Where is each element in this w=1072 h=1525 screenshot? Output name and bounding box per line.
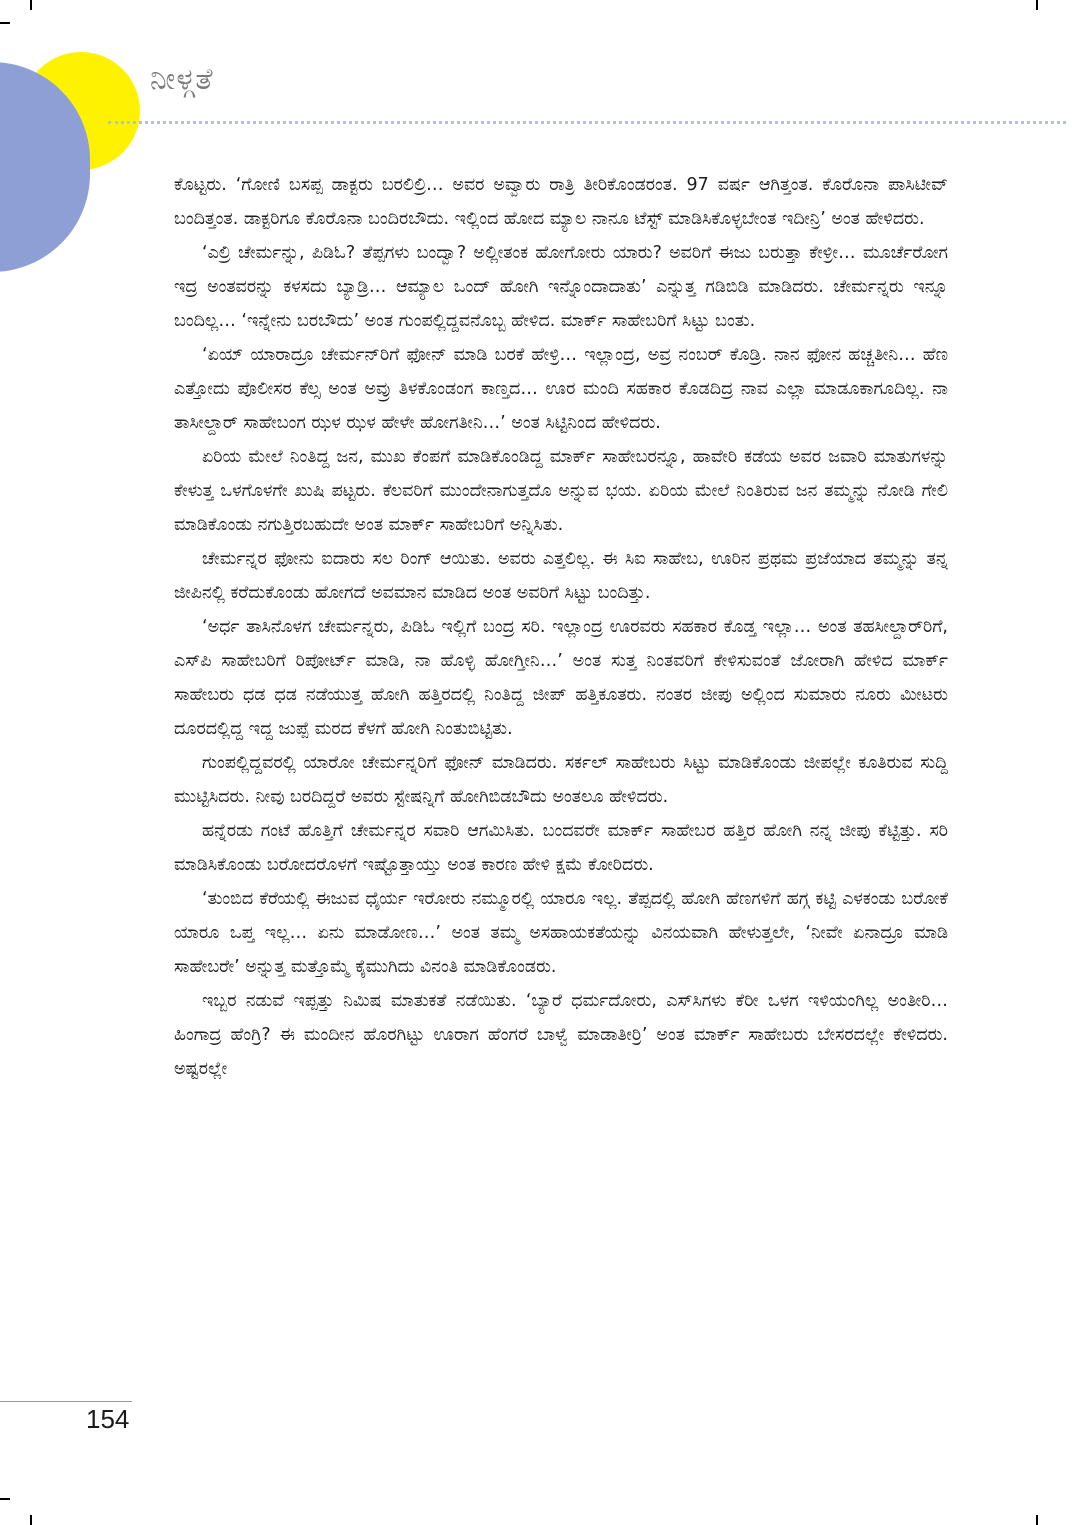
paragraph: ಹನ್ನೆರಡು ಗಂಟೆ ಹೊತ್ತಿಗೆ ಚೇರ್ಮನ್ನರ ಸವಾರಿ ಆಗಮಿಸಿತು. ಬಂದವರೇ ಮಾರ್ಕ್ ಸಾಹೇಬರ ಹತ್ತಿರ ಹೋಗಿ ನನ್ನ ಜೀಪು ಕೆಟ್ಟಿತ್ತು. ಸರಿ ಮಾಡಿಸಿಕೊಂಡು ಬರೋದರೊಳಗೆ ಇಷ್ಟೊತ್ತಾಯ್ತು ಅಂತ ಕಾರಣ ಹೇಳಿ ಕ್ಷಮೆ ಕೋರಿದರು.: [174, 821, 948, 875]
paragraph: ‘ಎಲ್ರಿ ಚೇರ್ಮನ್ನು, ಪಿಡಿಓ? ತೆಪ್ಪಗಳು ಬಂದ್ವಾ? ಅಲ್ಲೀತಂಕ ಹೋಗೋರು ಯಾರು? ಅವರಿಗೆ ಈಜು ಬರುತ್ತಾ ಕೇಳ್ರೀ… ಮೂರ್ಚೆರೋಗ ಇದ್ರ ಅಂತವರನ್ನು ಕಳಸದು ಬ್ಯಾಡ್ರಿ… ಆಮ್ಯಾಲ ಒಂದ್ ಹೋಗಿ ಇನ್ನೊಂದಾದಾತು’ ಎನ್ನುತ್ತ ಗಡಿಬಿಡಿ ಮಾಡಿದರು. ಚೇರ್ಮನ್ನರು ಇನ್ನೂ ಬಂದಿಲ್ಲ… ‘ಇನ್ನೇನು ಬರಬೌದು’ ಅಂತ ಗುಂಪಲ್ಲಿದ್ದವನೊಬ್ಬ ಹೇಳಿದ. ಮಾರ್ಕ್ ಸಾಹೇಬರಿಗೆ ಸಿಟ್ಟು ಬಂತು.: [174, 243, 948, 331]
page-number: 154: [86, 1404, 130, 1434]
paragraph: ‘ತುಂಬಿದ ಕೆರೆಯಲ್ಲಿ ಈಜುವ ಧೈರ್ಯ ಇರೋರು ನಮ್ಮೂರಲ್ಲಿ ಯಾರೂ ಇಲ್ಲ. ತೆಪ್ಪದಲ್ಲಿ ಹೋಗಿ ಹೆಣಗಳಿಗೆ ಹಗ್ಗ ಕಟ್ಟಿ ಎಳಕಂಡು ಬರೋಕೆ ಯಾರೂ ಒಪ್ತ ಇಲ್ಲ… ಏನು ಮಾಡೋಣ…’ ಅಂತ ತಮ್ಮ ಅಸಹಾಯಕತೆಯನ್ನು ವಿನಯವಾಗಿ ಹೇಳುತ್ತಲೇ, ‘ನೀವೇ ಏನಾದ್ರೂ ಮಾಡಿ ಸಾಹೇಬರೇ’ ಅನ್ನುತ್ತ ಮತ್ತೊಮ್ಮೆ ಕೈಮುಗಿದು ವಿನಂತಿ ಮಾಡಿಕೊಂಡರು.: [174, 889, 948, 977]
paragraph: ಚೇರ್ಮನ್ನರ ಫೋನು ಐದಾರು ಸಲ ರಿಂಗ್ ಆಯಿತು. ಅವರು ಎತ್ತಲಿಲ್ಲ. ಈ ಸಿಐ ಸಾಹೇಬ, ಊರಿನ ಪ್ರಥಮ ಪ್ರಜೆಯಾದ ತಮ್ಮನ್ನು ತನ್ನ ಜೀಪಿನಲ್ಲಿ ಕರೆದುಕೊಂಡು ಹೋಗದೆ ಅವಮಾನ ಮಾಡಿದ ಅಂತ ಅವರಿಗೆ ಸಿಟ್ಟು ಬಂದಿತ್ತು.: [174, 549, 948, 603]
paragraph: ‘ಅರ್ಧ ತಾಸಿನೊಳಗ ಚೇರ್ಮನ್ನರು, ಪಿಡಿಓ ಇಲ್ಲಿಗೆ ಬಂದ್ರ ಸರಿ. ಇಲ್ಲಾಂದ್ರ ಊರವರು ಸಹಕಾರ ಕೊಡ್ತ ಇಲ್ಲಾ… ಅಂತ ತಹಸೀಲ್ದಾರ್‌ರಿಗೆ, ಎಸ್‌ಪಿ ಸಾಹೇಬರಿಗೆ ರಿಪೋರ್ಟ್ ಮಾಡಿ, ನಾ ಹೊಳ್ಳಿ ಹೋಗ್ತೀನಿ…’ ಅಂತ ಸುತ್ತ ನಿಂತವರಿಗೆ ಕೇಳಿಸುವಂತೆ ಜೋರಾಗಿ ಹೇಳಿದ ಮಾರ್ಕ್ ಸಾಹೇಬರು ಧಡ ಧಡ ನಡೆಯುತ್ತ ಹೋಗಿ ಹತ್ತಿರದಲ್ಲಿ ನಿಂತಿದ್ದ ಜೀಪ್ ಹತ್ತಿಕೂತರು. ನಂತರ ಜೀಪು ಅಲ್ಲಿಂದ ಸುಮಾರು ನೂರು ಮೀಟರು ದೂರದಲ್ಲಿದ್ದ ಇದ್ದ ಜುಪ್ಪೆ ಮರದ ಕೆಳಗೆ ಹೋಗಿ ನಿಂತುಬಿಟ್ಟಿತು.: [174, 617, 948, 739]
crop-mark: [0, 1498, 10, 1500]
paragraph: ‘ಏಯ್ ಯಾರಾದ್ರೂ ಚೇರ್ಮನ್‌ರಿಗೆ ಫೋನ್ ಮಾಡಿ ಬರಕೆ ಹೇಳ್ರಿ… ಇಲ್ಲಾಂದ್ರ, ಅವ್ರ ನಂಬರ್ ಕೊಡ್ರಿ. ನಾನ ಫೋನ ಹಚ್ಚತೀನಿ… ಹೆಣ ಎತ್ತೋದು ಪೊಲೀಸರ ಕೆಲ್ಸ ಅಂತ ಅವ್ರು ತಿಳಕೊಂಡಂಗ ಕಾಣ್ತದ… ಊರ ಮಂದಿ ಸಹಕಾರ ಕೊಡದಿದ್ರ ನಾವ ಎಲ್ಲಾ ಮಾಡೂಕಾಗೂದಿಲ್ಲ. ನಾ ತಾಸೀಲ್ದಾರ್ ಸಾಹೇಬಂಗ ಝಳ ಝಳ ಹೇಳೇ ಹೋಗತೀನಿ…’ ಅಂತ ಸಿಟ್ಟಿನಿಂದ ಹೇಳಿದರು.: [174, 345, 948, 433]
crop-mark: [30, 1515, 32, 1525]
paragraph: ಗುಂಪಲ್ಲಿದ್ದವರಲ್ಲಿ ಯಾರೋ ಚೇರ್ಮನ್ನರಿಗೆ ಫೋನ್ ಮಾಡಿದರು. ಸರ್ಕಲ್ ಸಾಹೇಬರು ಸಿಟ್ಟು ಮಾಡಿಕೊಂಡು ಜೀಪಲ್ಲೇ ಕೂತಿರುವ ಸುದ್ದಿ ಮುಟ್ಟಿಸಿದರು. ನೀವು ಬರದಿದ್ದರೆ ಅವರು ಸ್ಟೇಷನ್ನಿಗೆ ಹೋಗಿಬಿಡಬೌದು ಅಂತಲೂ ಹೇಳಿದರು.: [174, 753, 948, 807]
crop-mark: [1036, 0, 1038, 10]
running-title: ನೀಳ್ಗತೆ: [150, 62, 214, 97]
header-dotted-rule: [108, 121, 1066, 124]
crop-mark: [30, 0, 32, 10]
paragraph: ಏರಿಯ ಮೇಲೆ ನಿಂತಿದ್ದ ಜನ, ಮುಖ ಕೆಂಪಗೆ ಮಾಡಿಕೊಂಡಿದ್ದ ಮಾರ್ಕ್ ಸಾಹೇಬರನ್ನೂ, ಹಾವೇರಿ ಕಡೆಯ ಅವರ ಜವಾರಿ ಮಾತುಗಳನ್ನು ಕೇಳುತ್ತ ಒಳಗೊಳಗೇ ಖುಷಿ ಪಟ್ಟರು. ಕೆಲವರಿಗೆ ಮುಂದೇನಾಗುತ್ತದೊ ಅನ್ನುವ ಭಯ. ಏರಿಯ ಮೇಲೆ ನಿಂತಿರುವ ಜನ ತಮ್ಮನ್ನು ನೋಡಿ ಗೇಲಿ ಮಾಡಿಕೊಂಡು ನಗುತ್ತಿರಬಹುದೇ ಅಂತ ಮಾರ್ಕ್ ಸಾಹೇಬರಿಗೆ ಅನ್ನಿಸಿತು.: [174, 447, 948, 535]
crop-mark: [1036, 1515, 1038, 1525]
body-text: [174, 168, 948, 1086]
paragraph: ಕೊಟ್ಟರು. ‘ಗೋಣಿ ಬಸಪ್ಪ ಡಾಕ್ಟರು ಬರಲಿಲ್ರಿ… ಅವರ ಅವ್ವಾರು ರಾತ್ರಿ ತೀರಿಕೊಂಡರಂತ. 97 ವರ್ಷ ಆಗಿತ್ತಂತ. ಕೊರೊನಾ ಪಾಸಿಟೀವ್ ಬಂದಿತ್ತಂತ. ಡಾಕ್ಟರಿಗೂ ಕೊರೊನಾ ಬಂದಿರಬೌದು. ಇಲ್ಲಿಂದ ಹೋದ ಮ್ಯಾಲ ನಾನೂ ಟೆಸ್ಟ್ ಮಾಡಿಸಿಕೊಳ್ಳಬೇಂತ ಇದೀನ್ರಿ’ ಅಂತ ಹೇಳಿದರು.: [174, 175, 948, 229]
footer-rule: [0, 1401, 132, 1402]
crop-mark: [0, 22, 10, 24]
paragraph: ಇಬ್ಬರ ನಡುವೆ ಇಪ್ಪತ್ತು ನಿಮಿಷ ಮಾತುಕತೆ ನಡೆಯಿತು. ‘ಬ್ಯಾರೆ ಧರ್ಮದೋರು, ಎಸ್‌ಸಿಗಳು ಕೆರೀ ಒಳಗ ಇಳಿಯಂಗಿಲ್ಲ ಅಂತೀರಿ… ಹಿಂಗಾದ್ರ ಹೆಂಗ್ರಿ? ಈ ಮಂದೀನ ಹೊರಗಿಟ್ಟು ಊರಾಗ ಹೆಂಗರೆ ಬಾಳ್ವೆ ಮಾಡಾತೀರ್ರಿ’ ಅಂತ ಮಾರ್ಕ್ ಸಾಹೇಬರು ಬೇಸರದಲ್ಲೇ ಕೇಳಿದರು. ಅಷ್ಟರಲ್ಲೇ: [174, 991, 948, 1079]
